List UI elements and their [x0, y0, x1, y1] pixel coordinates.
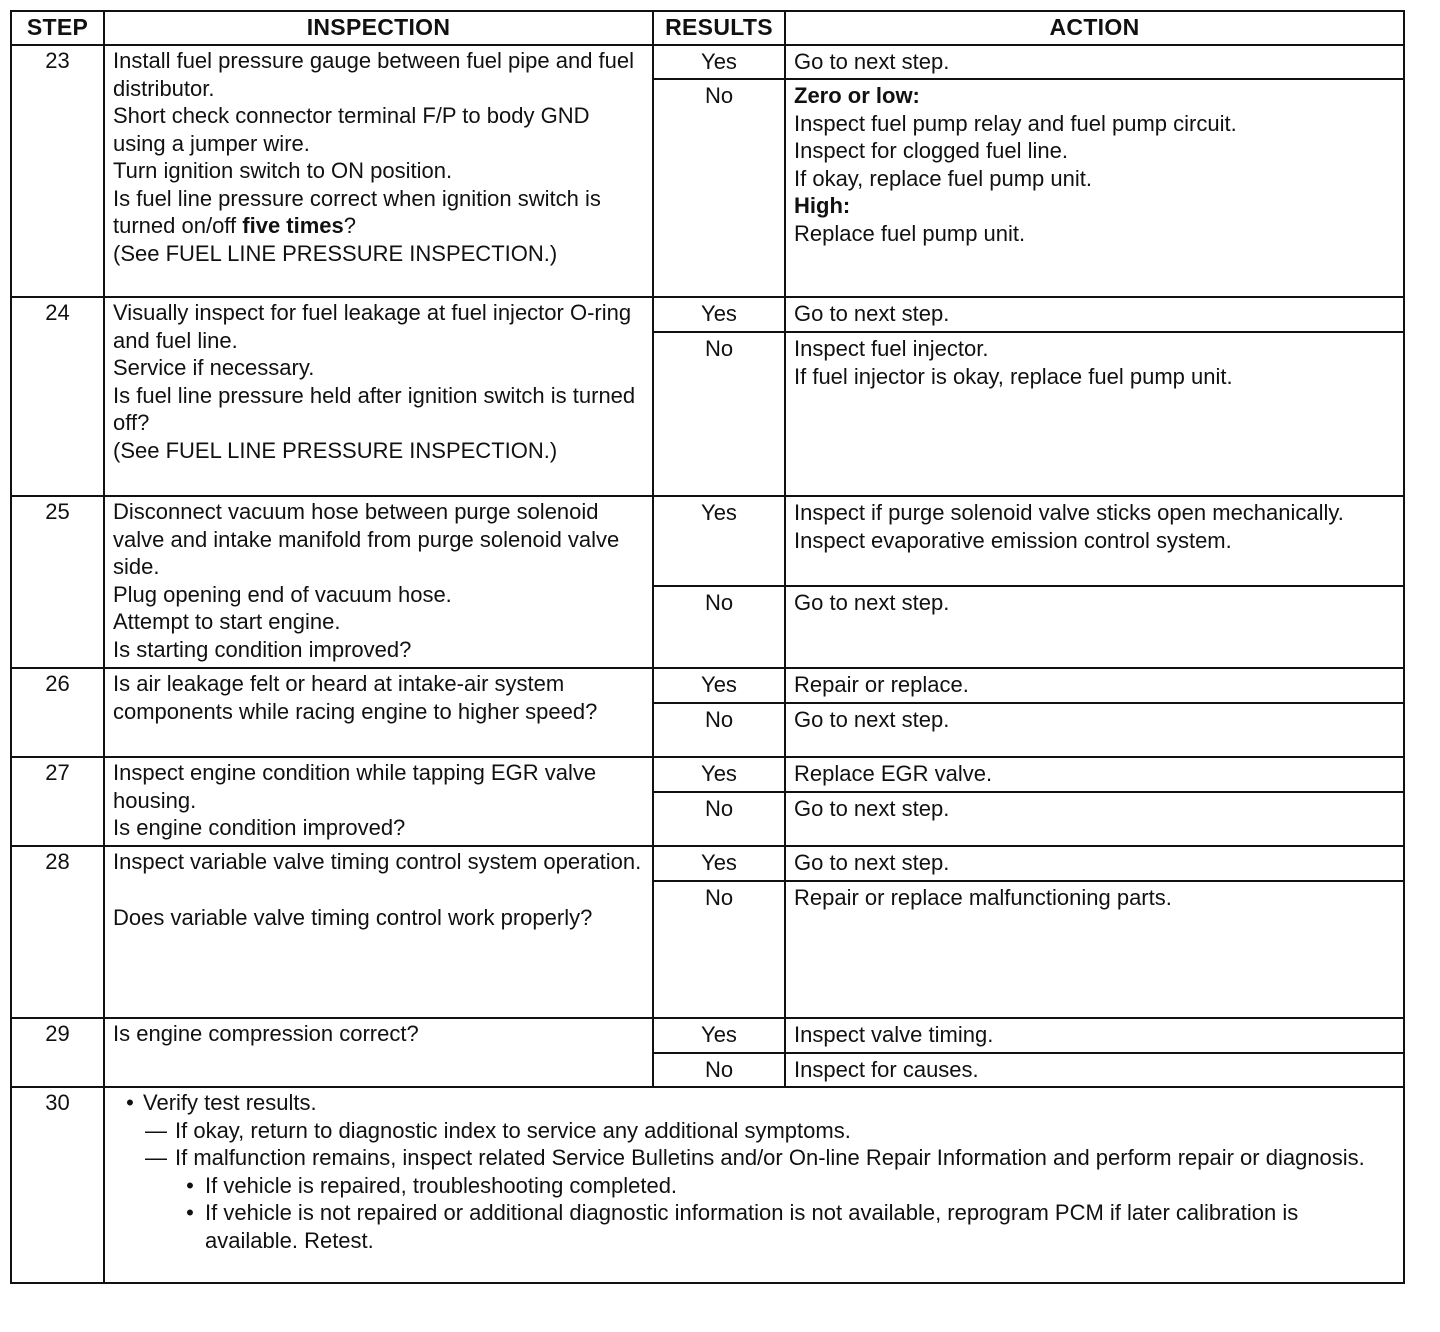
- action-no: [785, 332, 1404, 496]
- bullet-icon: •: [126, 1090, 134, 1115]
- inspection-line: Is fuel line pressure held after ignition switch is turned off?: [113, 382, 642, 435]
- action-line: Inspect fuel pump relay and fuel pump circuit.: [794, 110, 1237, 136]
- result-yes: Yes: [653, 45, 785, 79]
- inspection-line: Disconnect vacuum hose between purge solenoid valve and intake manifold from purge solenoid valve side.: [113, 499, 626, 579]
- inspection-line: Inspect variable valve timing control system operation.: [113, 849, 642, 874]
- step-29-inspection: [104, 1018, 653, 1087]
- step-26-yes-row: [11, 668, 1404, 703]
- action-line: Inspect for clogged fuel line.: [794, 138, 1068, 163]
- result-yes: Yes: [653, 757, 785, 792]
- step-number: 29: [11, 1018, 104, 1087]
- action-line: If fuel injector is okay, replace fuel pump unit.: [794, 363, 1233, 389]
- result-no: No: [653, 1053, 785, 1087]
- action-no: Inspect for causes.: [785, 1053, 1404, 1087]
- result-no: No: [653, 79, 785, 297]
- action-yes: [785, 496, 1404, 586]
- step-27-inspection: [104, 757, 653, 846]
- action-line: Inspect evaporative emission control system.: [794, 527, 1232, 553]
- inspection-line: Short check connector terminal F/P to body GND using a jumper wire.: [113, 103, 596, 156]
- result-no: No: [653, 792, 785, 846]
- step-number: 30: [11, 1087, 104, 1283]
- dash-text: If okay, return to diagnostic index to service any additional symptoms.: [175, 1117, 851, 1143]
- result-yes: Yes: [653, 846, 785, 881]
- inspection-line: Is engine compression correct?: [113, 1021, 419, 1046]
- action-no: [785, 79, 1404, 297]
- inspection-line: Does variable valve timing control work properly?: [113, 904, 593, 930]
- inspection-line: Is starting condition improved?: [113, 636, 412, 662]
- result-no: No: [653, 332, 785, 496]
- action-no: Go to next step.: [785, 792, 1404, 846]
- sub-bullet-item: [117, 1172, 1395, 1200]
- action-yes: Go to next step.: [785, 45, 1404, 79]
- dash-icon: —: [145, 1117, 167, 1143]
- action-yes: Inspect valve timing.: [785, 1018, 1404, 1053]
- inspection-line: Turn ignition switch to ON position.: [113, 158, 453, 183]
- step-24-inspection: [104, 297, 653, 496]
- action-yes: Go to next step.: [785, 297, 1404, 332]
- inspection-emphasis: five times: [242, 213, 344, 238]
- bullet-icon: •: [186, 1172, 194, 1198]
- step-26-inspection: [104, 668, 653, 757]
- inspection-line: Install fuel pressure gauge between fuel pipe and fuel distributor.: [113, 48, 641, 101]
- action-line: Replace fuel pump unit.: [794, 220, 1026, 246]
- sub-bullet-text: If vehicle is not repaired or additional diagnostic information is not available, reprogram PCM if later calibration is available. Retest.: [205, 1200, 1299, 1253]
- step-23-yes-row: [11, 45, 1404, 79]
- step-29-yes-row: [11, 1018, 1404, 1053]
- inspection-line: (See FUEL LINE PRESSURE INSPECTION.): [113, 437, 558, 463]
- result-yes: Yes: [653, 668, 785, 703]
- bullet-text: Verify test results.: [143, 1090, 317, 1115]
- action-no: Go to next step.: [785, 586, 1404, 668]
- action-line: If okay, replace fuel pump unit.: [794, 165, 1092, 191]
- inspection-line: Attempt to start engine.: [113, 609, 341, 634]
- header-inspection: INSPECTION: [104, 11, 653, 45]
- dash-item: [117, 1144, 1395, 1172]
- step-25-inspection: [104, 496, 653, 668]
- step-27-yes-row: [11, 757, 1404, 792]
- sub-bullet-text: If vehicle is repaired, troubleshooting completed.: [205, 1172, 678, 1198]
- step-number: 28: [11, 846, 104, 1018]
- inspection-line: (See FUEL LINE PRESSURE INSPECTION.): [113, 240, 558, 266]
- action-yes: Replace EGR valve.: [785, 757, 1404, 792]
- inspection-line: Plug opening end of vacuum hose.: [113, 581, 452, 607]
- step-24-yes-row: [11, 297, 1404, 332]
- sub-bullet-item: [117, 1199, 1395, 1254]
- result-no: No: [653, 586, 785, 668]
- inspection-line: [113, 185, 644, 240]
- action-no: Go to next step.: [785, 703, 1404, 757]
- step-30-content: [104, 1087, 1404, 1283]
- result-yes: Yes: [653, 496, 785, 586]
- inspection-line: Is engine condition improved?: [113, 815, 406, 840]
- header-row: [11, 11, 1404, 45]
- step-number: 23: [11, 45, 104, 297]
- step-23-inspection: [104, 45, 653, 297]
- step-number: 24: [11, 297, 104, 496]
- dash-icon: —: [145, 1145, 167, 1170]
- inspection-line: Service if necessary.: [113, 355, 315, 380]
- inspection-question-mark: ?: [343, 213, 357, 238]
- action-heading: Zero or low:: [794, 83, 920, 108]
- step-number: 26: [11, 668, 104, 757]
- inspection-line: Inspect engine condition while tapping EGR valve housing.: [113, 760, 603, 813]
- result-yes: Yes: [653, 297, 785, 332]
- dash-item: [117, 1117, 1395, 1145]
- result-yes: Yes: [653, 1018, 785, 1053]
- header-results: RESULTS: [653, 11, 785, 45]
- step-28-yes-row: [11, 846, 1404, 881]
- bullet-item: [117, 1089, 1395, 1117]
- inspection-line: Is air leakage felt or heard at intake-air system components while racing engine to higher speed?: [113, 671, 598, 724]
- action-yes: Go to next step.: [785, 846, 1404, 881]
- header-action: ACTION: [785, 11, 1404, 45]
- dash-text: If malfunction remains, inspect related Service Bulletins and/or On-line Repair Information and perform repair or diagnosis.: [175, 1145, 1365, 1170]
- result-no: No: [653, 881, 785, 1018]
- action-line: Inspect fuel injector.: [794, 336, 989, 361]
- spacer: [113, 876, 644, 904]
- step-number: 27: [11, 757, 104, 846]
- step-number: 25: [11, 496, 104, 668]
- action-line: Inspect if purge solenoid valve sticks open mechanically.: [794, 500, 1344, 525]
- diagnostic-table: [10, 10, 1405, 1284]
- header-step: STEP: [11, 11, 104, 45]
- result-no: No: [653, 703, 785, 757]
- step-25-yes-row: [11, 496, 1404, 586]
- step-30-row: [11, 1087, 1404, 1283]
- step-28-inspection: [104, 846, 653, 1018]
- inspection-question: Is fuel line pressure correct when ignition switch is turned on/off: [113, 185, 608, 238]
- action-yes: Repair or replace.: [785, 668, 1404, 703]
- action-no: Repair or replace malfunctioning parts.: [785, 881, 1404, 1018]
- inspection-line: Visually inspect for fuel leakage at fuel injector O-ring and fuel line.: [113, 300, 638, 353]
- action-heading: High:: [794, 193, 851, 218]
- bullet-icon: •: [186, 1200, 194, 1225]
